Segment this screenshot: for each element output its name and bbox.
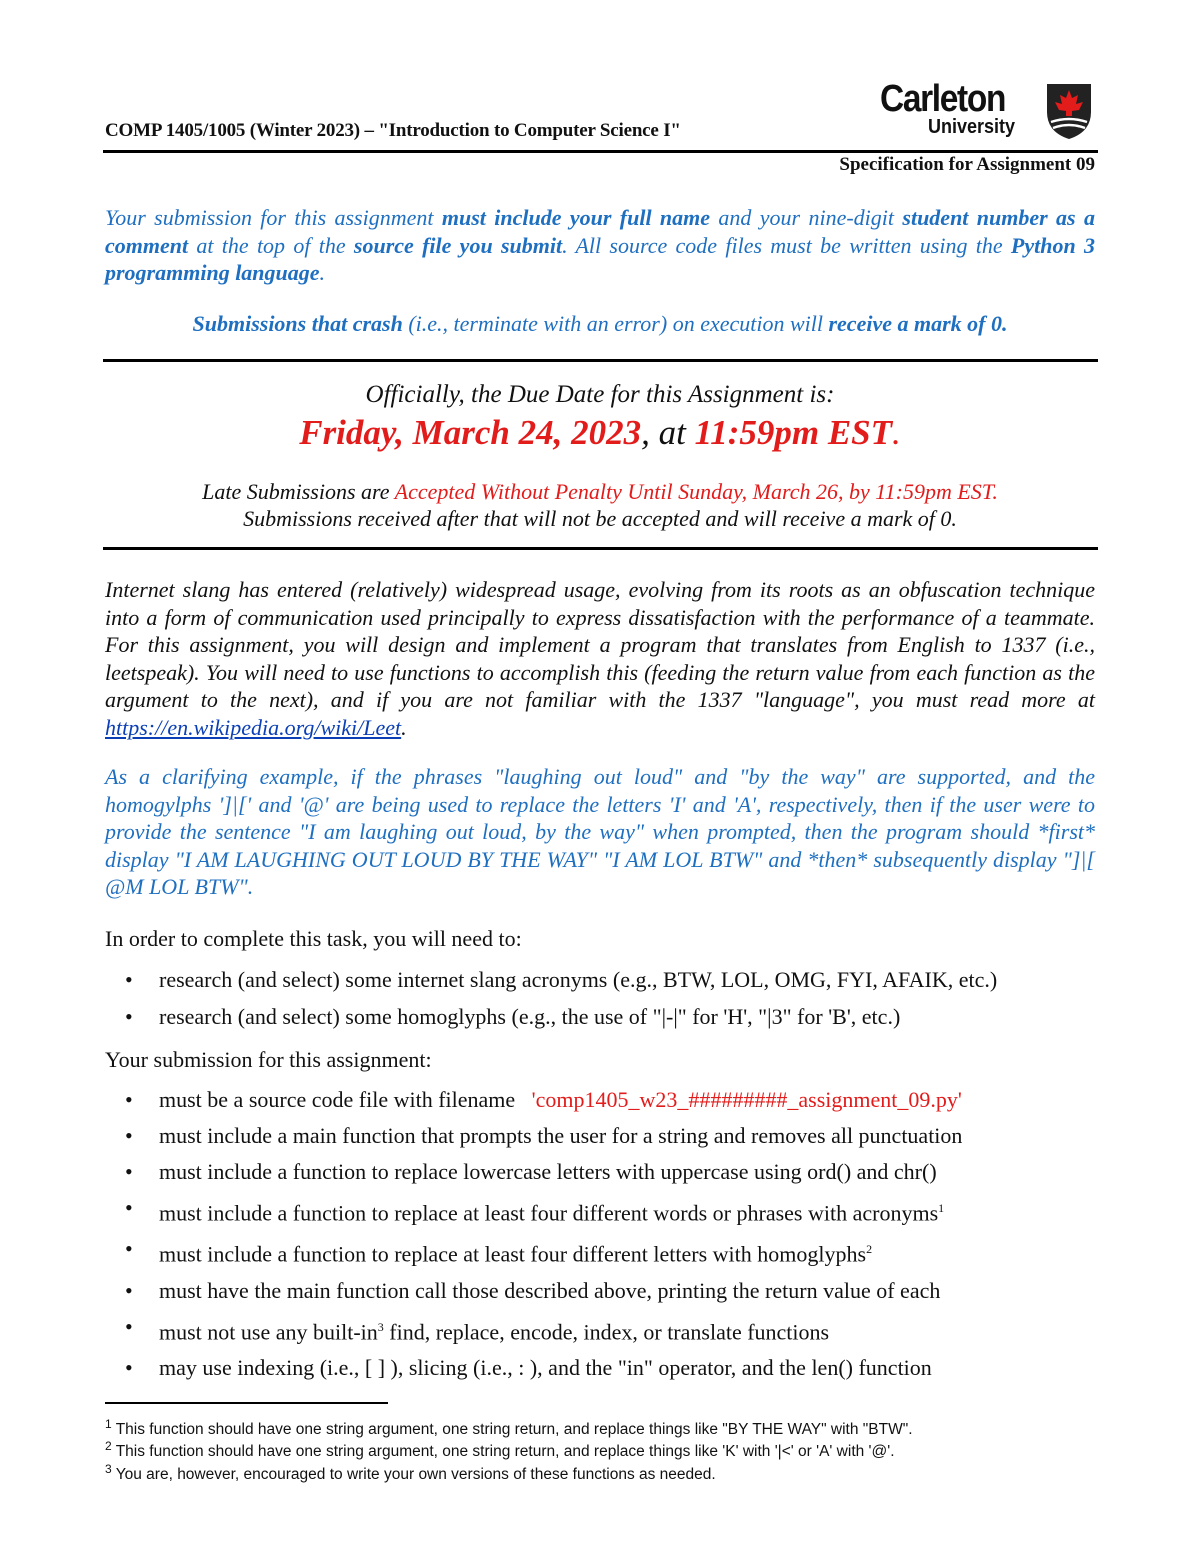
late-text: Submissions received after that will not be accepted and will receive a mark of 0. [243, 506, 957, 531]
bullet-icon: • [125, 1195, 133, 1220]
due-date-line [105, 413, 1095, 453]
due-date: Friday, March 24, 2023 [299, 413, 642, 452]
bullet-icon: • [125, 1004, 133, 1029]
bullet-icon: • [125, 1123, 133, 1148]
submission-heading: Your submission for this assignment: [105, 1047, 432, 1072]
list-item [105, 1154, 1095, 1190]
bullet-icon: • [125, 1236, 133, 1262]
item-text: research (and select) some internet slang acronyms (e.g., BTW, LOL, OMG, FYI, AFAIK, etc.) [159, 967, 998, 992]
filename: 'comp1405_w23_#########_assignment_09.py' [531, 1087, 962, 1112]
due-dot: . [892, 413, 901, 452]
bullet-icon: • [125, 1354, 133, 1380]
notice-text: . All source code files must be written using the [562, 232, 1011, 258]
crash-text: (i.e., terminate with an error) on execution will [402, 311, 829, 336]
section-rule [103, 359, 1098, 362]
item-text: must include a function to replace at least four different words or phrases with acronyms [159, 1200, 939, 1226]
crash-notice [105, 310, 1095, 338]
item-text: must have the main function call those described above, printing the return value of each [159, 1277, 941, 1303]
due-intro: Officially, the Due Date for this Assignment is: [365, 381, 835, 408]
spec-title: Specification for Assignment 09 [839, 154, 1095, 175]
notice-emph: student number as a comment [105, 205, 1095, 258]
tasks-heading: In order to complete this task, you will need to: [105, 926, 522, 951]
carleton-logo [880, 78, 1095, 143]
footnote-number: 3 [105, 1462, 112, 1476]
item-text: must include a function to replace at least four different letters with homoglyphs [159, 1241, 867, 1267]
bullet-icon: • [125, 1277, 133, 1303]
list-item [105, 998, 1095, 1035]
footnote-text: You are, however, encouraged to write your own versions of these functions as needed. [111, 1466, 716, 1484]
shield-icon [1045, 82, 1093, 140]
list-item [105, 1350, 1095, 1386]
notice-text: . [319, 260, 326, 285]
bullet-icon: • [125, 967, 133, 992]
footnote-text: This function should have one string argument, one string return, and replace things like "BY THE WAY" with "BTW". [111, 1421, 913, 1439]
footnote-ref: 1 [938, 1201, 945, 1215]
leet-link[interactable]: https://en.wikipedia.org/wiki/Leet [105, 714, 402, 740]
footnote [105, 1462, 716, 1484]
course-title: COMP 1405/1005 (Winter 2023) – "Introduction to Computer Science I" [105, 120, 681, 141]
bullet-icon: • [125, 1313, 133, 1339]
item-text: must include a function to replace lowercase letters with uppercase using ord() and chr() [159, 1159, 937, 1184]
intro-paragraph [105, 576, 1095, 741]
logo-sub: University [928, 116, 1016, 138]
list-item [105, 961, 1095, 998]
bullet-icon: • [125, 1087, 133, 1112]
list-item [105, 1118, 1095, 1154]
footnote [105, 1417, 913, 1439]
logo-name: Carleton [880, 78, 1006, 120]
list-item [105, 1082, 1095, 1118]
item-text: must not use any built-in [159, 1318, 378, 1344]
item-text: must be a source code file with filename [159, 1087, 516, 1112]
bullet-icon: • [125, 1159, 133, 1184]
list-item [105, 1309, 1095, 1350]
notice-text: and your nine-digit [710, 205, 903, 230]
crash-emph: receive a mark of 0 [828, 311, 1002, 336]
late-deadline: Accepted Without Penalty Until Sunday, March 26, by 11:59pm EST. [394, 479, 998, 504]
notice-text: Your submission for this assignment [105, 205, 442, 230]
late-text: Late Submissions are [202, 479, 395, 504]
item-text: may use indexing (i.e., [ ] ), slicing (i.e., : ), and the "in" operator, and the len() function [159, 1354, 932, 1380]
header-rule [103, 150, 1098, 153]
footnote-ref: 3 [377, 1319, 384, 1334]
crash-emph: Submissions that crash [192, 311, 403, 336]
item-text: find, replace, encode, index, or translate functions [383, 1318, 830, 1344]
item-text: must include a main function that prompts the user for a string and removes all punctuation [159, 1123, 963, 1148]
notice-emph: source file you submit [353, 232, 563, 258]
footnote-number: 1 [105, 1417, 112, 1431]
footnote-ref: 2 [866, 1242, 873, 1257]
tasks-list [105, 961, 1095, 1035]
notice-emph: Python 3 programming language [105, 232, 1095, 285]
submission-list [105, 1082, 1095, 1386]
due-time: 11:59pm EST [694, 413, 893, 452]
crash-text: . [1001, 311, 1008, 336]
example-paragraph: As a clarifying example, if the phrases "laughing out loud" and "by the way" are supported, and the homogylphs ']|[' and '@' are being used to replace the letters 'I' and 'A', respectively, then if the user were to provide the sentence "I am laughing out loud, by the way" when prompted, then the program should *first* display "I AM LAUGHING OUT LOUD BY THE WAY" "I AM LOL BTW" and *then* subsequently display "]|[ @M LOL BTW". [105, 764, 1095, 899]
footnote-rule [105, 1402, 388, 1404]
notice-emph: must include your full name [441, 205, 711, 230]
notice-text: at the top of the [188, 232, 354, 258]
late-policy [105, 478, 1095, 532]
footnote [105, 1439, 895, 1461]
list-item [105, 1190, 1095, 1231]
footnote-number: 2 [105, 1439, 112, 1453]
list-item [105, 1273, 1095, 1309]
due-at: , at [641, 413, 695, 452]
submission-notice [105, 204, 1095, 287]
footnote-text: This function should have one string argument, one string return, and replace things like 'K' with '|<' or 'A' with '@'. [111, 1443, 895, 1461]
section-rule [103, 547, 1098, 550]
list-item [105, 1231, 1095, 1272]
intro-text: . [401, 714, 407, 740]
item-text: research (and select) some homoglyphs (e.g., the use of "|-|" for 'H', "|3" for 'B', etc.) [159, 1004, 901, 1029]
intro-text: Internet slang has entered (relatively) widespread usage, evolving from its roots as an obfuscation technique into a form of communication used principally to express dissatisfaction with the performance of a teammate. For this assignment, you will design and implement a program that translates from English to 1337 (i.e., leetspeak). You will need to use functions to accomplish this (feeding the return value from each function as the argument to the next), and if you are not familiar with the 1337 "language", you must read more at [105, 577, 1095, 712]
